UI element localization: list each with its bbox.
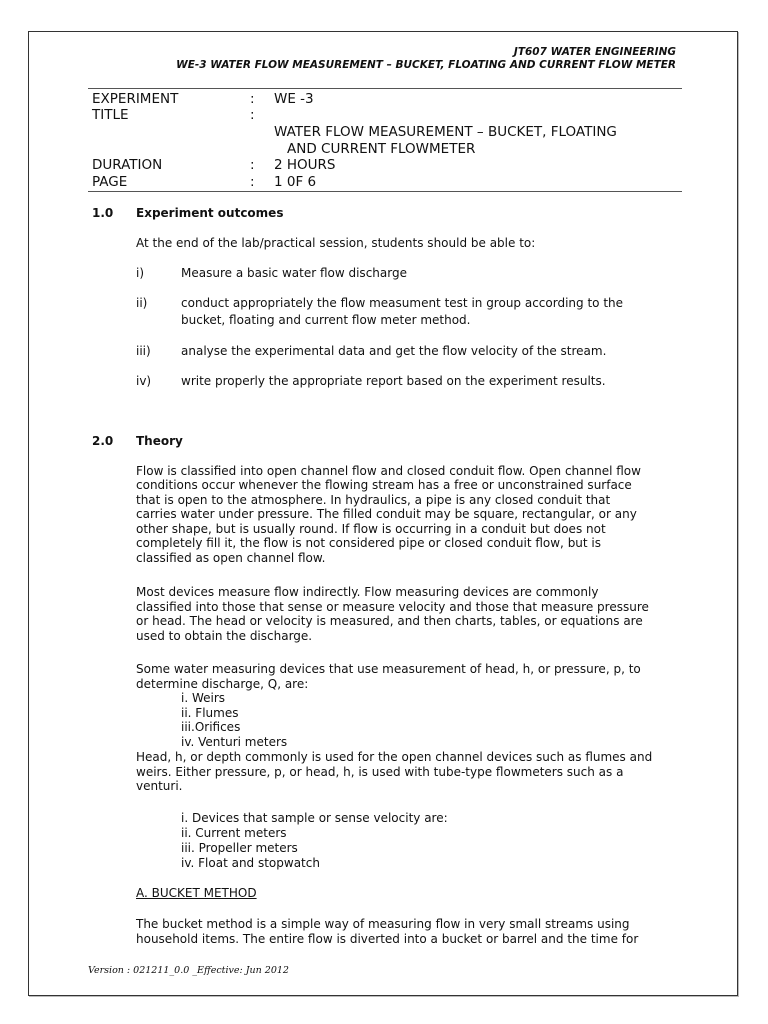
bucket-method-heading: A. BUCKET METHOD (136, 886, 257, 900)
velocity-device-item: i. Devices that sample or sense velocity are: (181, 811, 448, 825)
course-title: JT607 WATER ENGINEERING (513, 46, 676, 58)
outcome-text: write properly the appropriate report based on the experiment results. (181, 374, 606, 388)
experiment-value: WE -3 (274, 91, 314, 107)
outcome-marker: ii) (136, 296, 148, 310)
outcome-text: analyse the experimental data and get the flow velocity of the stream. (181, 344, 607, 358)
colon: : (250, 107, 255, 123)
theory-para-line: The bucket method is a simple way of measuring flow in very small streams using (136, 917, 630, 931)
outcome-marker: i) (136, 266, 145, 280)
section-1-heading: Experiment outcomes (136, 206, 284, 220)
theory-para-line: classified into those that sense or measure velocity and those that measure pressure (136, 600, 649, 614)
experiment-label: EXPERIMENT (92, 91, 179, 107)
theory-para-line: other shape, but is usually round. If flow is occurring in a conduit but does not (136, 522, 606, 536)
colon: : (250, 157, 255, 173)
theory-para-line: classified as open channel flow. (136, 551, 326, 565)
colon: : (250, 91, 255, 107)
theory-para-line: or head. The head or velocity is measured, and then charts, tables, or equations are (136, 614, 643, 628)
theory-para-line: venturi. (136, 779, 183, 793)
theory-para-line: used to obtain the discharge. (136, 629, 313, 643)
title-value-line2: AND CURRENT FLOWMETER (287, 141, 476, 157)
colon: : (250, 174, 255, 190)
title-value-line1: WATER FLOW MEASUREMENT – BUCKET, FLOATING (274, 124, 617, 140)
theory-para-line: household items. The entire flow is diverted into a bucket or barrel and the time for (136, 932, 639, 946)
outcome-text: conduct appropriately the flow measument test in group according to the (181, 296, 624, 310)
head-device-item: iv. Venturi meters (181, 735, 288, 749)
theory-para-line: weirs. Either pressure, p, or head, h, is used with tube-type flowmeters such as a (136, 765, 624, 779)
section-1-intro: At the end of the lab/practical session, students should be able to: (136, 236, 536, 250)
head-device-item: iii.Orifices (181, 720, 241, 734)
page-value: 1 0F 6 (274, 174, 317, 190)
experiment-subtitle: WE-3 WATER FLOW MEASUREMENT – BUCKET, FLOATING AND CURRENT FLOW METER (176, 59, 676, 71)
section-2-heading: Theory (136, 434, 183, 448)
theory-para-line: conditions occur whenever the flowing stream has a free or unconstrained surface (136, 478, 632, 492)
header-rule-bottom (88, 191, 682, 192)
outcome-marker: iv) (136, 374, 152, 388)
duration-value: 2 HOURS (274, 157, 336, 173)
outcome-text: bucket, floating and current flow meter method. (181, 313, 471, 327)
theory-para-line: Flow is classified into open channel flow and closed conduit flow. Open channel flow (136, 464, 641, 478)
head-device-item: i. Weirs (181, 691, 226, 705)
theory-para-line: carries water under pressure. The filled conduit may be square, rectangular, or any (136, 507, 637, 521)
footer-version: Version : 021211_0.0 _Effective: Jun 2012 (88, 965, 289, 976)
theory-para-line: that is open to the atmosphere. In hydraulics, a pipe is any closed conduit that (136, 493, 611, 507)
theory-para-line: completely fill it, the flow is not considered pipe or closed conduit flow, but is (136, 536, 602, 550)
theory-para-line: Most devices measure flow indirectly. Flow measuring devices are commonly (136, 585, 599, 599)
theory-para-line: determine discharge, Q, are: (136, 677, 309, 691)
page-label: PAGE (92, 174, 128, 190)
head-device-item: ii. Flumes (181, 706, 239, 720)
velocity-device-item: iii. Propeller meters (181, 841, 298, 855)
velocity-device-item: iv. Float and stopwatch (181, 856, 320, 870)
velocity-device-item: ii. Current meters (181, 826, 287, 840)
duration-label: DURATION (92, 157, 163, 173)
header-rule-top (88, 88, 682, 89)
outcome-text: Measure a basic water flow discharge (181, 266, 407, 280)
section-2-number: 2.0 (92, 434, 114, 448)
outcome-marker: iii) (136, 344, 151, 358)
theory-para-line: Some water measuring devices that use measurement of head, h, or pressure, p, to (136, 662, 641, 676)
title-label: TITLE (92, 107, 129, 123)
section-1-number: 1.0 (92, 206, 114, 220)
theory-para-line: Head, h, or depth commonly is used for the open channel devices such as flumes and (136, 750, 653, 764)
